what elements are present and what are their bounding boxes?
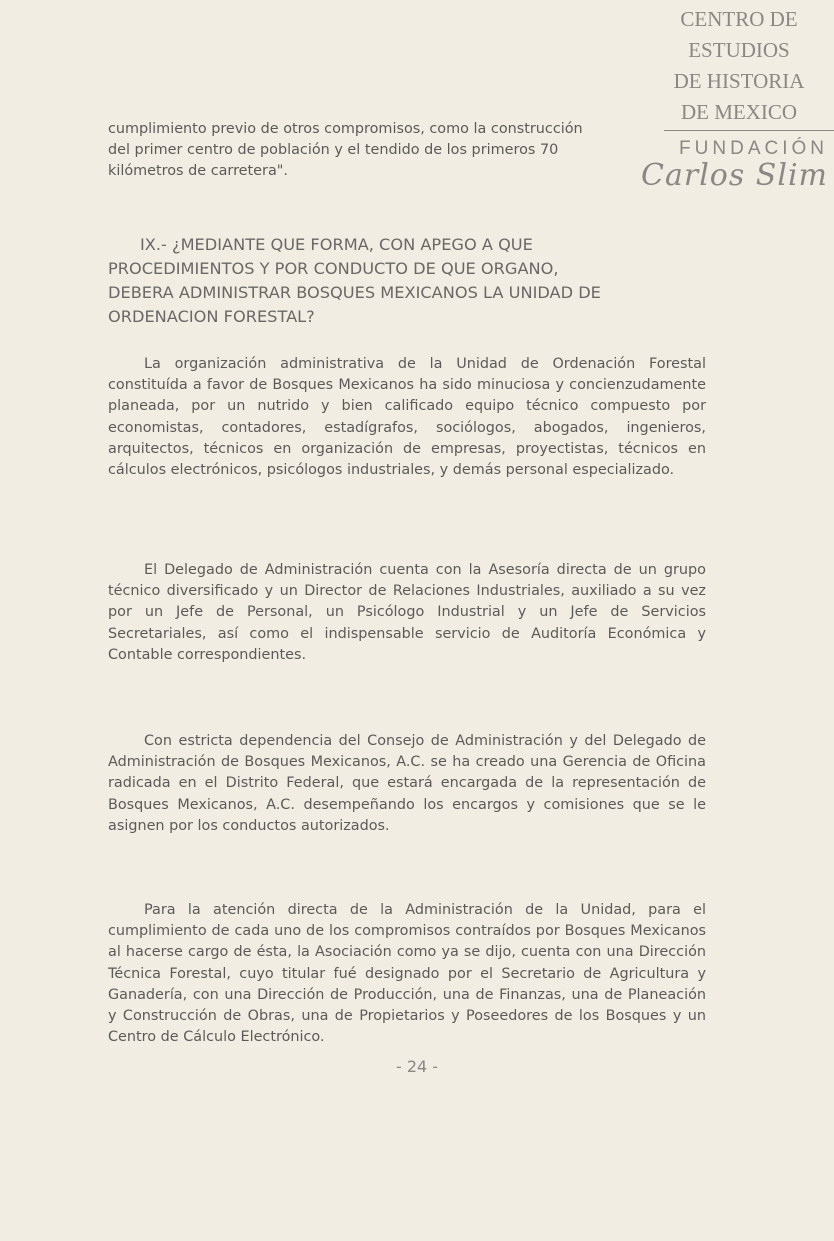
paragraph-organizacion	[108, 354, 706, 481]
paragraph-text: Con estricta dependencia del Consejo de Administración y del Delegado de Administración de Bosques Mexicanos, A.C. se ha creado una Gerencia de Oficina radicada en el Distrito Federal, que estará encargada de la representación de Bosques Mexicanos, A.C. desempeñando los encargos y comisiones que se le asignen por los conductos autorizados.	[108, 733, 706, 834]
paragraph-delegado	[108, 560, 706, 666]
paragraph-text: La organización administrativa de la Unidad de Ordenación Forestal constituída a favor de Bosques Mexicanos ha sido minuciosa y concienzudamente planeada, por un nutrido y bien calificado equipo técnico compuesto por economistas, contadores, estadígrafos, sociólogos, abogados, ingenieros, arquitectos, técnicos en organización de empresas, proyectistas, técnicos en cálculos electrónicos, psicólogos industriales, y demás personal especializado.	[108, 356, 706, 479]
stamp-signature: Carlos Slim	[641, 158, 828, 193]
paragraph-text: Para la atención directa de la Administración de la Unidad, para el cumplimiento de cada uno de los compromisos contraídos por Bosques Mexicanos al hacerse cargo de ésta, la Asociación como ya se dijo, cuenta con una Dirección Técnica Forestal, cuyo titular fué designado por el Secretario de Agricultura y Ganadería, con una Dirección de Producción, una de Finanzas, una de Planeación y Construcción de Obras, una de Propietarios y Poseedores de los Bosques y un Centro de Cálculo Electrónico.	[108, 902, 706, 1046]
continuation-line: del primer centro de población y el tendido de los primeros 70	[108, 142, 559, 159]
continuation-text	[108, 119, 668, 183]
paragraph-direcciones	[108, 900, 706, 1048]
stamp-line-centro: CENTRO DE	[680, 7, 798, 31]
continuation-line: cumplimiento previo de otros compromisos, como la construcción	[108, 121, 583, 137]
heading-line: ORDENACION FORESTAL?	[108, 307, 315, 326]
paragraph-gerencia	[108, 731, 706, 837]
paragraph-text: El Delegado de Administración cuenta con la Asesoría directa de un grupo técnico diversificado y un Director de Relaciones Industriales, auxiliado a su vez por un Jefe de Personal, un Psicólogo Industrial y un Jefe de Servicios Secretariales, así como el indispensable servicio de Auditoría Económica y Contable correspondientes.	[108, 562, 706, 663]
heading-line: IX.- ¿MEDIANTE QUE FORMA, CON APEGO A QUE	[140, 235, 533, 254]
stamp-org-name: FUNDACIÓN	[679, 138, 828, 159]
page-number: - 24 -	[395, 1057, 439, 1076]
stamp-line-mexico: DE MEXICO	[680, 100, 798, 124]
stamp-line-estudios: ESTUDIOS	[688, 38, 790, 62]
stamp-line-historia: DE HISTORIA	[673, 69, 805, 93]
section-heading	[108, 233, 708, 329]
continuation-line: kilómetros de carretera".	[108, 163, 288, 180]
archive-stamp	[644, 4, 834, 128]
heading-line: DEBERA ADMINISTRAR BOSQUES MEXICANOS LA UNIDAD DE	[108, 283, 601, 302]
stamp-rule	[664, 130, 834, 131]
heading-line: PROCEDIMIENTOS Y POR CONDUCTO DE QUE ORGANO,	[108, 259, 559, 278]
